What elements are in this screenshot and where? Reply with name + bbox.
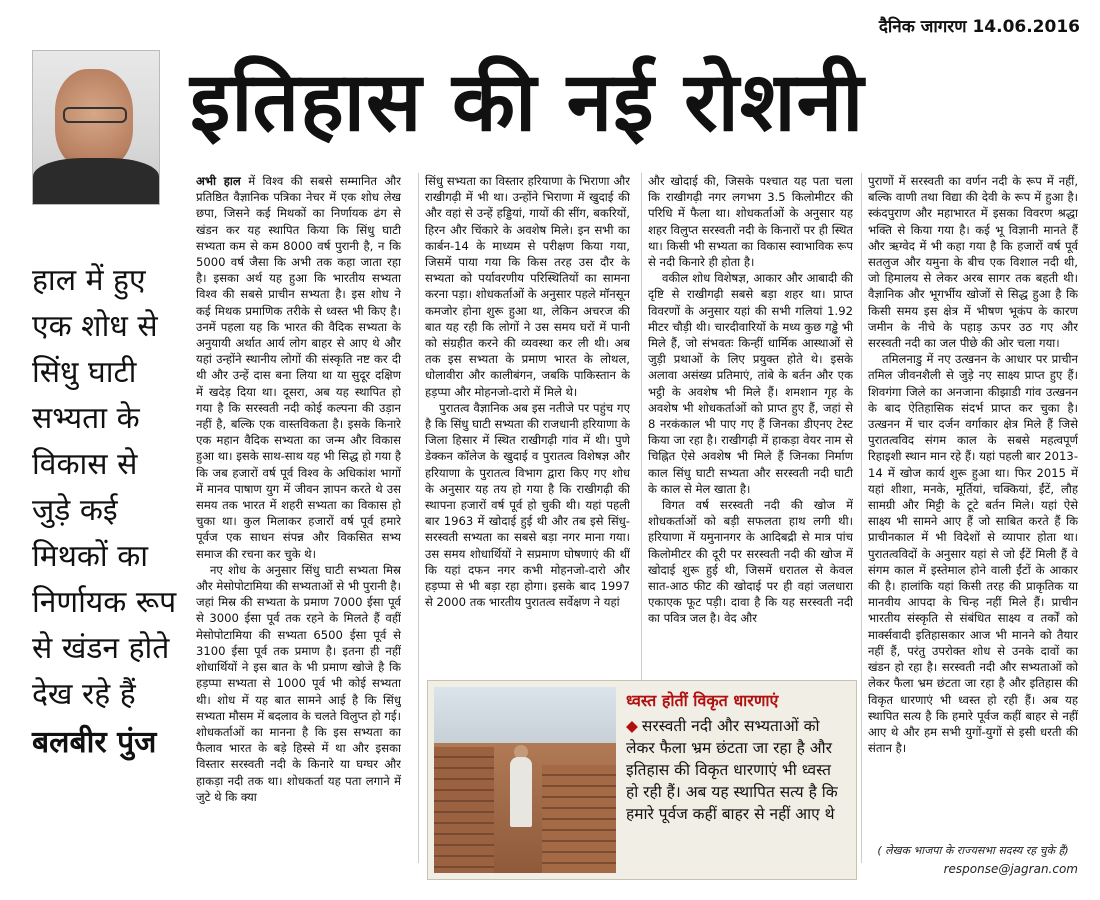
article-paragraph: विगत वर्ष सरस्वती नदी की खोज में शोधकर्ताओं को बड़ी सफलता हाथ लगी थी। हरियाणा में यमुनानगर के आदिबद्री से मात्र पांच किलोमीटर की दूरी पर सरस्वती नदी की खोज में खोदाई शुरू हुई थी, जिसमें धरातल से केवल सात-आठ फीट की खोदाई पर ही वहां जलधारा एकाएक फूट पड़ी। दावा है कि यह सरस्वती नदी का पवित्र जल है। वेद और <box>648 498 853 626</box>
sidebar-title: ध्वस्त होतीं विकृत धारणाएं <box>626 691 779 710</box>
sidebar-box <box>427 680 857 880</box>
masthead-dateline: दैनिक जागरण 14.06.2016 <box>878 17 1080 37</box>
author-note: ( लेखक भाजपा के राज्यसभा सदस्य रह चुके हैं) <box>877 844 1069 857</box>
person-figure <box>510 757 532 827</box>
article-paragraph: वकील शोध विशेषज्ञ, आकार और आबादी की दृष्टि से राखीगढ़ी सबसे बड़ा शहर था। प्राप्त विवरणों के अनुसार यहां की सभी गलियां 1.92 मीटर चौड़ी थी। चारदीवारियों के मध्य कुछ गड्ढे भी मिले हैं, जो संभवतः किन्हीं धार्मिक आस्थाओं से जुड़ी प्रथाओं के लिए प्रयुक्त होते थे। इसके अलावा असंख्य प्रतिमाएं, तांबे के बर्तन और एक भट्ठी के अवशेष भी मिले हैं। शमशान गृह के अवशेष भी शोधकर्ताओं को प्राप्त हुए हैं, जहां से 8 नरकंकाल भी पाए गए हैं जिनका डीएनए टेस्ट किया जा रहा है। राखीगढ़ी में हाकड़ा वेयर नाम से चिह्नित ऐसे अवशेष भी मिले हैं जिनका निर्माण काल सिंधु घाटी सभ्यता और सरस्वती नदी घाटी के काल से मेल खाता है। <box>648 271 853 496</box>
sidebar-text <box>626 715 848 825</box>
lead-in: अभी हाल <box>196 174 241 188</box>
article-column-2 <box>425 173 630 668</box>
brick-wall <box>542 765 616 873</box>
article-paragraph: पुरातत्व वैज्ञानिक अब इस नतीजे पर पहुंच गए है कि सिंधु घाटी सभ्यता की राजधानी हरियाणा के जिला हिसार में स्थित राखीगढ़ी गांव में थी। पुणे डेक्कन कॉलेज के खुदाई व पुरातत्व विशेषज्ञ और हरियाणा के पुरातत्व विभाग द्वारा किए गए शोध के अनुसार यह तय हो गया है कि राखीगढ़ी की स्थापना हजारों वर्ष पूर्व हो चुकी थी। यहां पहली बार 1963 में खोदाई हुई थी और तब इसे सिंधु-सरस्वती सभ्यता का सबसे बड़ा नगर माना गया। उस समय शोधार्थियों ने सप्रमाण घोषणाएं की थीं कि यहां दफन नगर कभी मोहनजो-दारो और हड़प्पा से भी बड़ा रहा होगा। इसके बाद 1997 से 2000 तक भारतीय पुरातत्व सर्वेक्षण ने यहां <box>425 400 630 610</box>
bullet-icon: ◆ <box>626 717 638 735</box>
headline: इतिहास की नई रोशनी <box>190 55 865 150</box>
paragraph-text: में विश्व की सबसे सम्मानित और प्रतिष्ठित वैज्ञानिक पत्रिका नेचर में एक शोध लेख छपा, जिसने कई मिथकों का निर्णायक ढंग से खंडन कर यह स्थापित किया कि सिंधु घाटी सभ्यता कम से कम 8000 वर्ष पुरानी है, न कि 5000 वर्ष जैसा कि अभी तक कहा जाता रहा है। इसका अर्थ यह हुआ कि भारतीय सभ्यता विश्व की सबसे प्राचीन सभ्यता है। इस शोध ने कई मिथक प्रमाणिक तरीके से ध्वस्त भी किए है। उनमें पहला यह कि भारत की वैदिक सभ्यता के अनुयायी अर्थात आर्य लोग बाहर से आए थे और यहां उन्होंने स्थानीय लोगों की संस्कृति नष्ट कर दी थी और उन्हें दास बना लिया था या सुदूर दक्षिण में खदेड़ दिया था। दूसरा, अब यह स्थापित हो गया है कि सरस्वती नदी कोई कल्पना की उड़ान नहीं है, बल्कि एक वास्तविकता है। इसके किनारे एक महान वैदिक सभ्यता का जन्म और विकास हुआ था। इसके साथ-साथ यह भी सिद्ध हो गया है कि जब हजारों वर्ष पूर्व विश्व के अधिकांश भागों में मानव पाषाण युग में जीवन ज्ञापन करते थे उस समय तक भारत में शहरी सभ्यता का विकास हो चुका था। कुल मिलाकर हजारों वर्ष पूर्व हमारे पूर्वज एक साधन संपन्न और विकसित सभ्य समाज की रचना कर चुके थे। <box>196 174 401 561</box>
article-paragraph: तमिलनाडु में नए उत्खनन के आधार पर प्राचीन तमिल जीवनशैली से जुड़े नए साक्ष्य प्राप्त हुए हैं। शिवगंगा जिले का अनजाना कीझाडी गांव उत्खनन के बाद ऐतिहासिक संदर्भ प्राप्त कर चुका है। उत्खनन में चार दर्जन वर्गाकार क्षेत्र मिले हैं जिसे पुरातत्वविद संगम काल के सबसे महत्वपूर्ण रिहाइशी स्थान मान रहे हैं। यहां पहली बार 2013-14 में खोज कार्य शुरू हुआ था। फिर 2015 में यहां शीशा, मनके, मूर्तियां, चक्कियां, ईंटें, लौह सामग्री और मिट्टी के टूटे बर्तन मिले। यहां ऐसे साक्ष्य भी सामने आए हैं जो साबित करते हैं कि प्राचीनकाल में भी विदेशों से व्यापार होता था। पुरातत्वविदों के अनुसार यहां से जो ईंटें मिली हैं वे संगम काल में इस्तेमाल होने वाली ईंटों के आकार की है। हालांकि यहां किसी तरह की प्राकृतिक या मानवीय आपदा के चिन्ह नहीं मिले हैं। प्राचीन भारतीय संस्कृति से संबंधित साक्ष्य व तर्कों को मार्क्सवादी इतिहासकार आज भी मानने को तैयार नहीं हैं, परंतु उपरोक्त शोध से उनके दावों का खंडन हो रहा है। सरस्वती नदी और सभ्यताओं को लेकर फैला भ्रम छंटता जा रहा है और इतिहास की विकृत धारणाएं भी ध्वस्त हो रही हैं। अब यह स्थापित सत्य है कि हमारे पूर्वज कहीं बाहर से नहीं आए थे और हम सभी युगों-युगों से इसी धरती की संतान है। <box>868 352 1078 756</box>
article-paragraph: पुराणों में सरस्वती का वर्णन नदी के रूप में नहीं, बल्कि वाणी तथा विद्या की देवी के रूप में हुआ है। स्कंदपुराण और महाभारत में इसका विवरण श्रद्धा भक्ति से किया गया है। कई भू विज्ञानी मानते हैं और ऋग्वेद में भी कहा गया है कि हजारों वर्ष पूर्व सतलुज और यमुना के बीच एक विशाल नदी थी, जो हिमालय से लेकर अरब सागर तक बहती थी। वैज्ञानिक और भूगर्भीय खोजों से सिद्ध हुआ है कि किसी समय इस क्षेत्र में भीषण भूकंप के कारण जमीन के नीचे के पहाड़ ऊपर उठ गए और सरस्वती नदी का जल पीछे की ओर चला गया। <box>868 174 1078 351</box>
article-column-3 <box>648 173 853 668</box>
excavation-photo <box>434 687 616 873</box>
author-name: बलबीर पुंज <box>32 725 157 760</box>
article-paragraph <box>196 173 401 562</box>
sidebar-quote: सरस्वती नदी और सभ्यताओं को लेकर फैला भ्रम छंटता जा रहा है और इतिहास की विकृत धारणाएं भी ध्वस्त हो रही हैं। अब यह स्थापित सत्य है कि हमारे पूर्वज कहीं बाहर से नहीं आए थे <box>626 717 838 823</box>
pull-quote-text: हाल में हुए एक शोध से सिंधु घाटी सभ्यता के विकास से जुड़े कई मिथकों का निर्णायक रूप से खंडन होते देख रहे हैं <box>32 263 177 712</box>
column-divider <box>861 173 862 863</box>
article-column-4 <box>868 173 1078 841</box>
article-paragraph: सिंधु सभ्यता का विस्तार हरियाणा के भिराणा और राखीगढ़ी में भी था। उन्होंने भिराणा में खुदाई की और वहां से उन्हें हड्डियां, गायों की सींग, बकरियों, हिरन और चिंकारे के अवशेष मिले। इन सभी का कार्बन-14 के माध्यम से परीक्षण किया गया, जिसमें पाया गया कि किस तरह उस दौर के सभ्यता को पर्यावरणीय परिस्थितियों का सामना करना पड़ा। शोधकर्ताओं के अनुसार पहले मॉनसून कमजोर होना शुरू हुआ था, लेकिन अचरज की बात यह रही कि लोगों ने उस समय घरों में पानी को संग्रहीत करने की व्यवस्था कर ली थी। अब तक इस सभ्यता के प्रमाण भारत के लोथल, धोलावीरा और कालीबंगन, जबकि पाकिस्तान के हड़प्पा और मोहनजो-दारो में मिले थे। <box>425 174 630 399</box>
author-portrait <box>32 50 160 205</box>
brick-wall <box>434 747 494 873</box>
response-email: response@jagran.com <box>943 862 1078 876</box>
pull-quote <box>32 258 177 766</box>
portrait-shoulders <box>33 158 159 204</box>
article-paragraph: नए शोध के अनुसार सिंधु घाटी सभ्यता मिस्र और मेसोपोटामिया की सभ्यताओं से भी पुरानी है। जहां मिस्र की सभ्यता के प्रमाण 7000 ईसा पूर्व से 3000 ईसा पूर्व तक रहने के मिलते हैं वहीं मेसोपोटामिया की सभ्यता 6500 ईसा पूर्व से 3100 ईसा पूर्व तक प्रमाण है। इतना ही नहीं शोधार्थियों ने इस बात के भी प्रमाण खोजे है कि हड़प्पा सभ्यता से 1000 पूर्व भी कोई सभ्यता थी। शोध में यह बात सामने आई है कि सिंधु सभ्यता मौसम में बदलाव के चलते विलुप्त हो गई। शोधकर्ताओं का मानना है कि इस सभ्यता का फैलाव भारत के बड़े हिस्से में था और इसका विस्तार सरस्वती नदी के किनारे या घग्घर और हाकड़ा नदी तक था। शोधकर्ता यह पता लगाने में जुटे थे कि क्या <box>196 562 401 804</box>
article-column-1 <box>196 173 401 861</box>
portrait-glasses <box>63 107 127 123</box>
article-paragraph: और खोदाई की, जिसके पश्चात यह पता चला कि राखीगढ़ी नगर लगभग 3.5 किलोमीटर की परिधि में फैला था। शोधकर्ताओं के अनुसार यह शहर विलुप्त सरस्वती नदी के किनारों पर ही स्थित था। किसी भी सभ्यता का विकास स्वाभाविक रूप से नदी किनारे ही होता है। <box>648 174 853 270</box>
column-divider <box>418 173 419 863</box>
